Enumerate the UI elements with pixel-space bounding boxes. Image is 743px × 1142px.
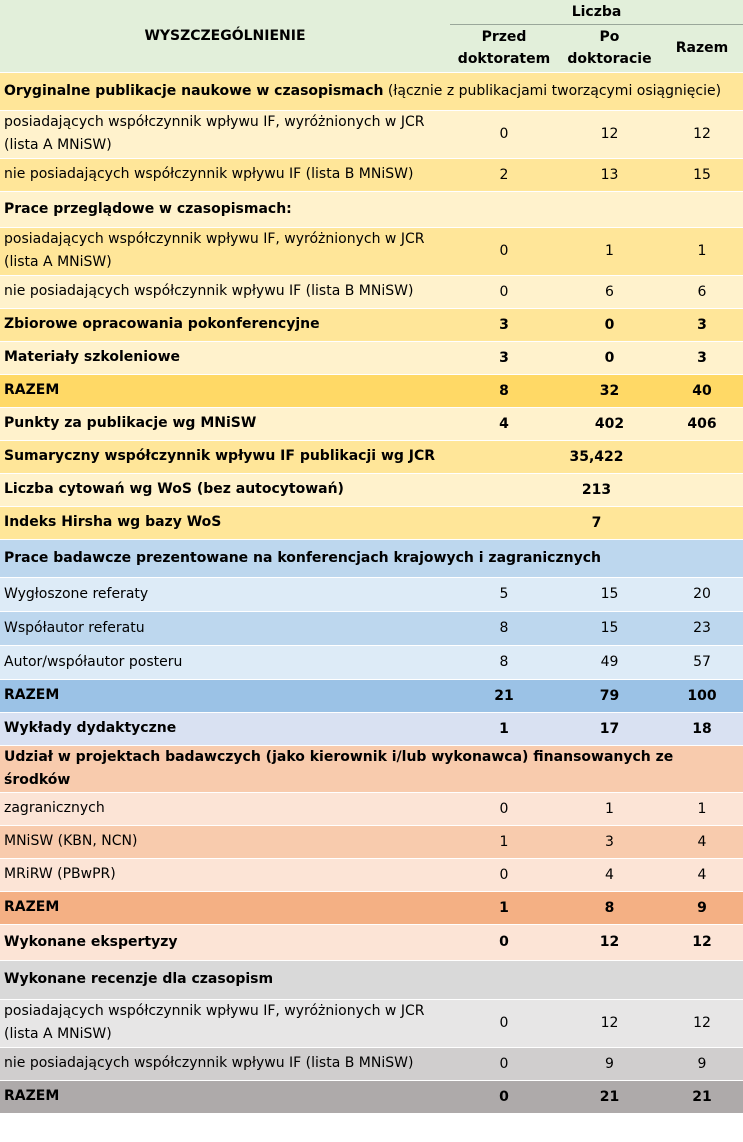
value-after-doctorate: 0 [604,316,615,333]
value-after-doctorate: 0 [604,349,615,366]
value-after-doctorate: 12 [600,1015,619,1031]
value-total: 3 [697,349,707,366]
table-row [0,275,743,308]
table-row [0,960,743,999]
row-label: Wykłady dydaktyczne [4,720,177,736]
value-total: 1 [697,800,707,817]
section-title: Prace przeglądowe w czasopismach: [4,200,292,217]
section-title: Udział w projektach badawczych (jako kierownik i/lub wykonawca) finansowanych ze środków [4,748,674,788]
value-total: 15 [693,166,711,183]
table-row [0,506,743,539]
table-body [0,72,743,1113]
value-total: 406 [687,415,717,432]
value-before-doctorate: 4 [499,415,509,432]
value-before-doctorate: 0 [499,283,509,300]
value-before-doctorate: 0 [499,1015,509,1031]
row-label [0,72,743,110]
value-after-doctorate: 1 [605,800,614,817]
value-after-doctorate: 402 [594,415,625,432]
value-after-doctorate: 15 [600,620,619,636]
value-before-doctorate: 0 [499,1055,509,1072]
header-col-after-doctorate: Po doktoracie [558,24,661,72]
value-after-doctorate: 13 [600,166,619,183]
table-row [0,374,743,407]
section-title: Oryginalne publikacje naukowe w czasopismach [4,82,384,99]
table-row [0,341,743,374]
table-row [0,891,743,924]
value-total: 12 [693,1015,711,1031]
row-label: RAZEM [4,382,60,398]
value-before-doctorate: 1 [499,833,509,850]
value-total: 57 [693,654,711,670]
row-label: nie posiadających współczynnik wpływu IF (lista B MNiSW) [4,283,414,299]
table-row [0,158,743,191]
value-before-doctorate: 1 [499,899,509,916]
row-label [0,539,743,577]
table-row [0,473,743,506]
row-label: posiadających współczynnik wpływu IF, wyróżnionych w JCR (lista A MNiSW) [4,1003,425,1042]
value-after-doctorate: 79 [599,687,620,704]
row-label: MRiRW (PBwPR) [4,866,116,882]
header-title: WYSZCZEGÓLNIENIE [0,0,450,72]
value-before-doctorate: 5 [499,586,509,602]
header-col-before-doctorate: Przed doktoratem [450,24,558,72]
row-label [0,745,743,792]
value-total: 6 [697,283,707,300]
value-total: 20 [693,586,711,602]
section-title: Prace badawcze prezentowane na konferencjach krajowych i zagranicznych [4,549,601,566]
value-after-doctorate: 49 [600,654,619,670]
row-label: posiadających współczynnik wpływu IF, wyróżnionych w JCR (lista A MNiSW) [4,114,425,153]
row-label: Liczba cytowań wg WoS (bez autocytowań) [4,481,344,497]
row-label: RAZEM [4,687,60,703]
value-total: 4 [697,866,707,883]
value-total: 1 [697,243,707,259]
section-title: Wykonane recenzje dla czasopism [4,971,274,987]
value-before-doctorate: 3 [499,316,509,333]
row-label: Współautor referatu [4,619,145,636]
value-after-doctorate: 3 [605,833,614,850]
table-row [0,407,743,440]
row-label: Wykonane ekspertyzy [4,933,178,950]
value-before-doctorate: 1 [499,720,509,737]
row-label: Materiały szkoleniowe [4,349,181,365]
table-row [0,308,743,341]
table-row [0,924,743,960]
table-row [0,577,743,611]
value-merged: 35,422 [569,448,624,465]
value-before-doctorate: 3 [499,349,509,366]
table-row [0,191,743,227]
table-row [0,539,743,577]
row-label: Punkty za publikacje wg MNiSW [4,415,257,431]
table-row [0,858,743,891]
value-after-doctorate: 32 [599,382,620,399]
header-col-total: Razem [661,24,743,72]
value-before-doctorate: 0 [499,126,509,142]
value-before-doctorate: 2 [499,166,509,183]
row-label: MNiSW (KBN, NCN) [4,833,138,849]
value-after-doctorate: 1 [605,243,614,259]
value-after-doctorate: 17 [599,720,620,737]
row-label: posiadających współczynnik wpływu IF, wyróżnionych w JCR (lista A MNiSW) [4,231,425,270]
table-row [0,1047,743,1080]
value-total: 9 [697,1055,707,1072]
value-after-doctorate: 4 [605,866,614,883]
value-total: 100 [687,687,717,704]
value-after-doctorate: 12 [599,934,620,950]
row-label: Zbiorowe opracowania pokonferencyjne [4,316,320,332]
value-before-doctorate: 0 [499,1088,509,1105]
table-row [0,679,743,712]
value-before-doctorate: 0 [499,243,509,259]
value-after-doctorate: 9 [605,1055,614,1072]
table-row [0,999,743,1047]
value-total: 12 [693,126,711,142]
value-total: 18 [692,720,712,737]
value-merged: 213 [581,481,612,498]
table-row [0,712,743,745]
value-after-doctorate: 21 [599,1088,620,1105]
value-before-doctorate: 0 [499,866,509,883]
value-after-doctorate: 15 [600,586,619,602]
row-label: Sumaryczny współczynnik wpływu IF publikacji wg JCR [4,448,436,464]
value-total: 3 [697,316,707,333]
row-label: RAZEM [4,899,60,915]
table-row [0,825,743,858]
section-title-note: (łącznie z publikacjami tworzącymi osiągnięcie) [383,82,722,99]
value-after-doctorate: 8 [604,899,615,916]
header-row-top [0,0,743,24]
header-group-label: Liczba [450,0,743,24]
table-row [0,440,743,473]
value-before-doctorate: 8 [499,620,509,636]
value-before-doctorate: 8 [499,382,509,399]
value-total: 9 [697,899,707,916]
value-total: 12 [692,934,712,950]
row-label: Autor/współautor posteru [4,653,183,670]
value-before-doctorate: 0 [499,934,509,950]
row-label: nie posiadających współczynnik wpływu IF (lista B MNiSW) [4,166,414,182]
table-row [0,72,743,110]
value-after-doctorate: 12 [600,126,619,142]
row-label: zagranicznych [4,800,105,816]
table-row [0,792,743,825]
row-label: Indeks Hirsha wg bazy WoS [4,514,222,530]
value-before-doctorate: 0 [499,800,509,817]
value-total: 4 [697,833,707,850]
table-row [0,110,743,158]
value-merged: 7 [591,514,602,531]
table-row [0,227,743,275]
row-label [0,191,743,227]
table-row [0,1080,743,1113]
row-label: nie posiadających współczynnik wpływu IF (lista B MNiSW) [4,1055,414,1071]
table-row [0,745,743,792]
row-label: RAZEM [4,1088,60,1104]
value-total: 23 [693,620,711,636]
row-label [0,960,743,999]
value-after-doctorate: 6 [605,283,614,300]
table-row [0,611,743,645]
row-label: Wygłoszone referaty [4,585,149,602]
value-total: 40 [692,382,712,399]
value-before-doctorate: 21 [494,687,514,704]
table-row [0,645,743,679]
value-total: 21 [692,1088,712,1105]
value-before-doctorate: 8 [499,654,509,670]
